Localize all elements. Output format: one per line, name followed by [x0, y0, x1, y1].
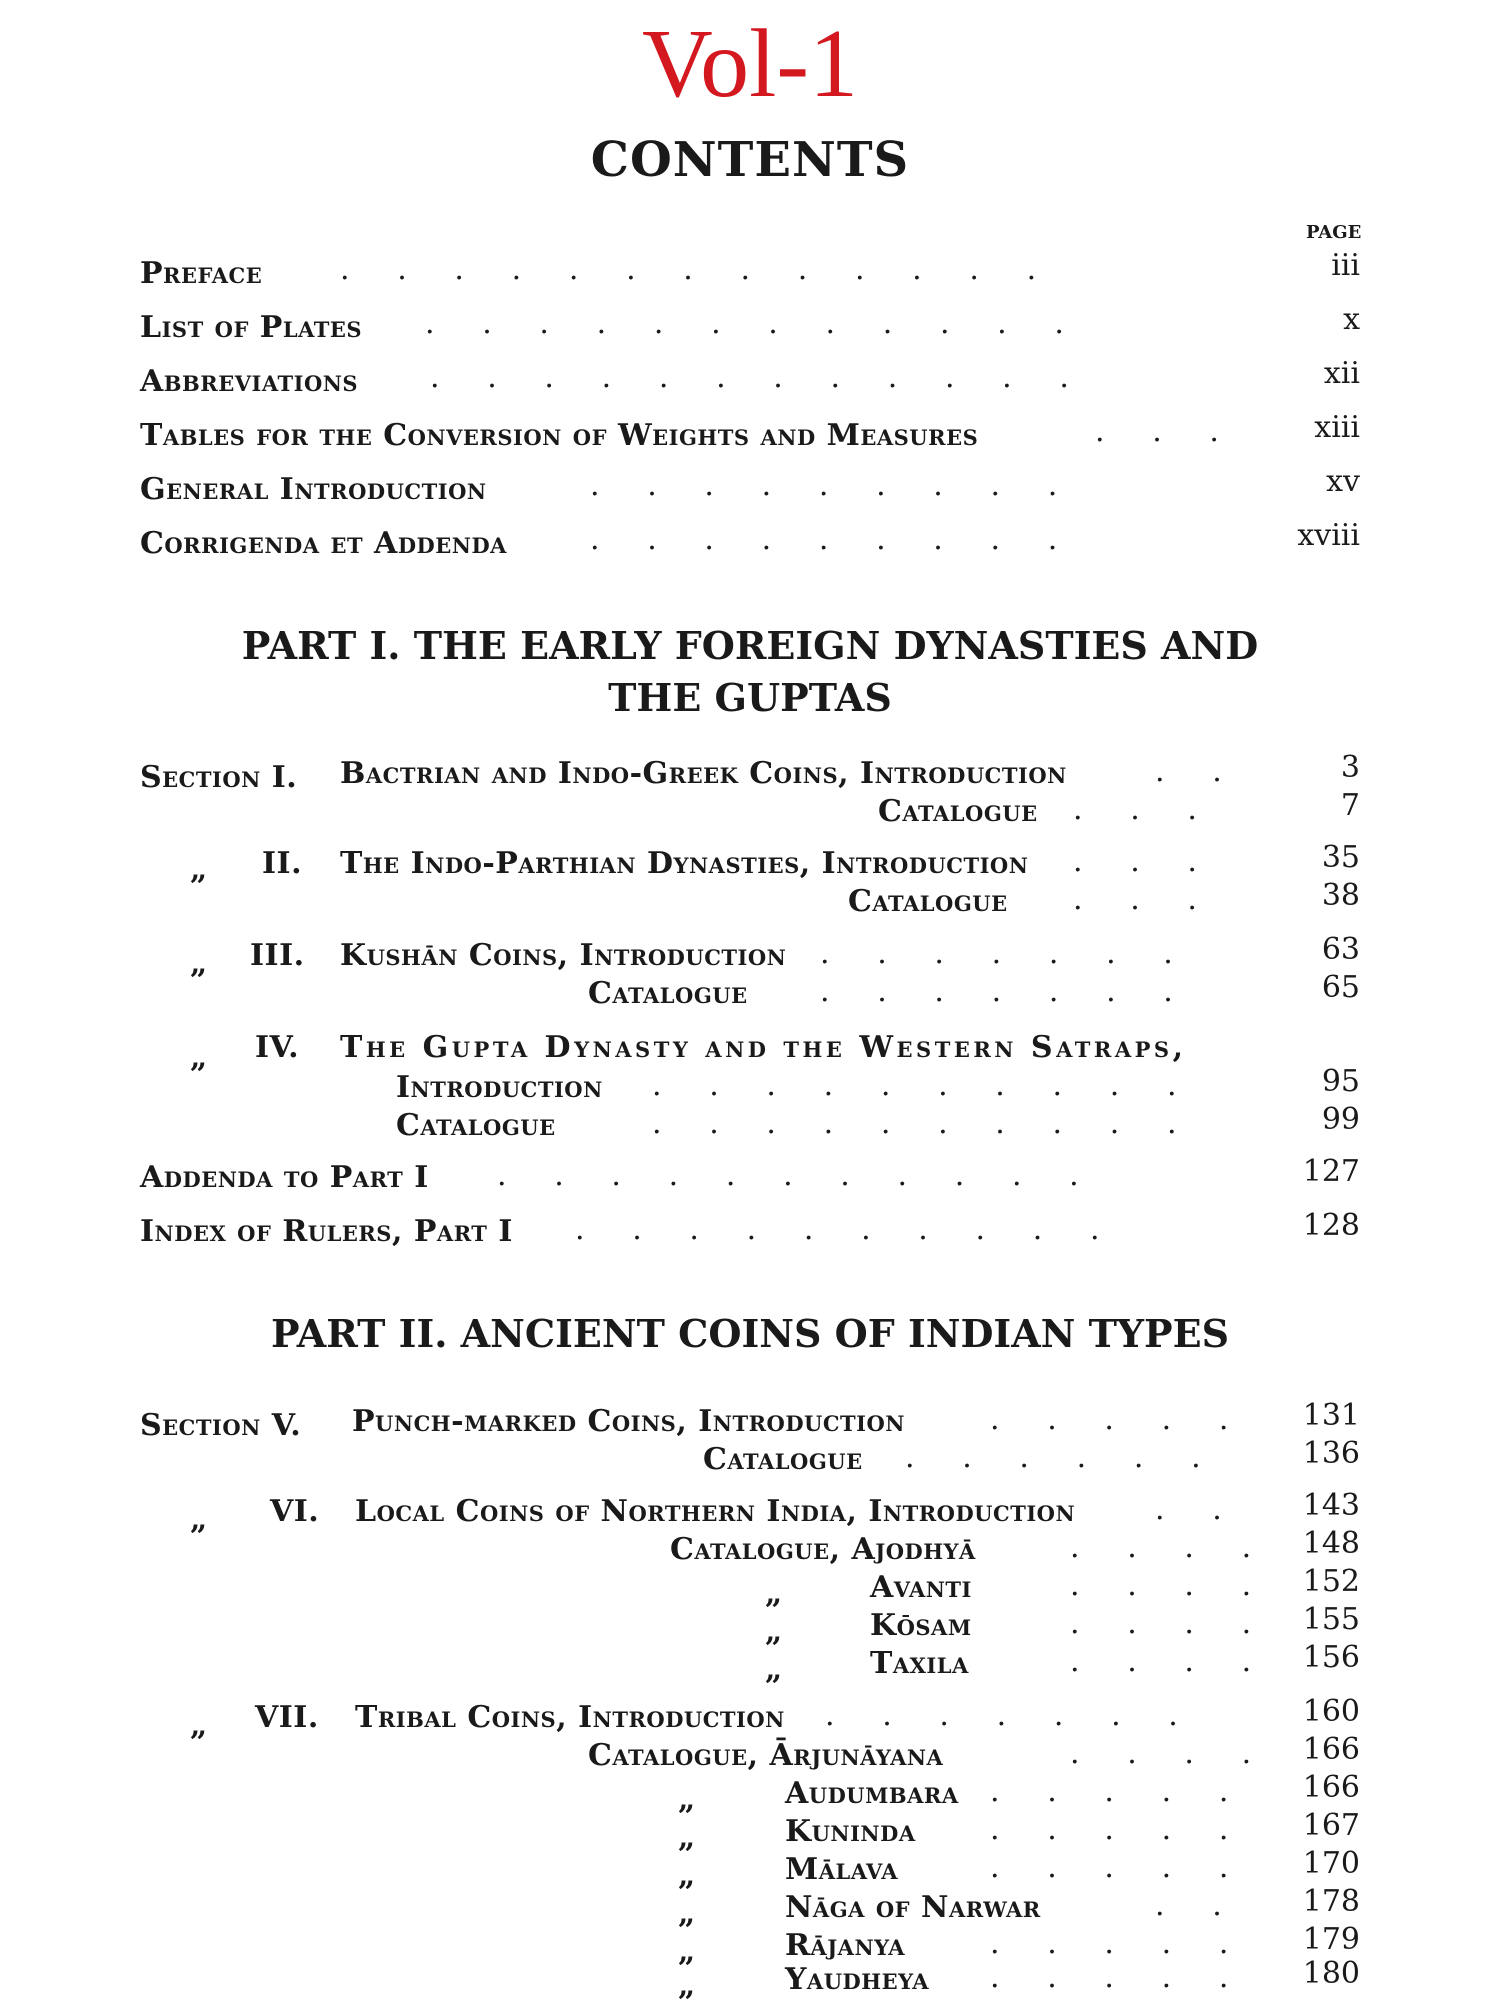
toc-entry-audumbara: Audumbara — [785, 1776, 959, 1811]
dot-leader: . . . . . . . . . . . . — [425, 306, 1064, 341]
toc-entry-section-5: Punch-marked Coins, Introduction — [352, 1404, 905, 1439]
toc-entry-kosam: Kōsam — [870, 1608, 972, 1643]
toc-entry-addenda-part-1: Addenda to Part I — [140, 1160, 429, 1195]
toc-entry-yaudheya: Yaudheya — [785, 1962, 930, 1997]
dot-leader: . . . . — [1070, 1568, 1252, 1603]
page-number: 136 — [1302, 1436, 1360, 1471]
dot-leader: . . . . . . — [905, 1440, 1201, 1475]
toc-entry-section-6: Local Coins of Northern India, Introduction — [355, 1494, 1076, 1529]
ditto-mark: „ — [190, 1502, 208, 1537]
toc-entry-taxila: Taxila — [870, 1646, 969, 1681]
page-number: 127 — [1302, 1154, 1360, 1189]
dot-leader: . . . . . — [990, 1850, 1229, 1885]
toc-entry-kuninda: Kuninda — [785, 1814, 916, 1849]
section-label: Section I. — [140, 760, 298, 795]
toc-entry-section-4: The Gupta Dynasty and the Western Satraps, — [340, 1030, 1187, 1065]
dot-leader: . . . — [1095, 414, 1219, 449]
toc-entry-catalogue: Catalogue — [703, 1442, 863, 1477]
page-number: 3 — [1340, 750, 1360, 785]
page-number: 179 — [1302, 1922, 1360, 1957]
ditto-mark: „ — [678, 1858, 696, 1893]
dot-leader: . . . . . . . . . — [590, 468, 1058, 503]
toc-entry-catalogue-arjunayana: Catalogue, Ārjunāyana — [588, 1738, 944, 1773]
page-number: 178 — [1302, 1884, 1360, 1919]
dot-leader: . . . . . — [990, 1402, 1229, 1437]
ditto-mark: „ — [765, 1614, 783, 1649]
dot-leader: . . . — [1073, 792, 1197, 827]
page-number: 143 — [1302, 1488, 1360, 1523]
dot-leader: . . . . . — [990, 1960, 1229, 1995]
page-number: xv — [1326, 464, 1360, 499]
toc-entry-catalogue: Catalogue — [396, 1108, 556, 1143]
dot-leader: . . . . . . . . . . — [652, 1068, 1177, 1103]
toc-entry-catalogue-ajodhya: Catalogue, Ajodhyā — [670, 1532, 976, 1567]
ditto-mark: „ — [678, 1934, 696, 1969]
dot-leader: . . . . . — [990, 1774, 1229, 1809]
toc-entry-section-7: Tribal Coins, Introduction — [355, 1700, 785, 1735]
toc-entry-abbreviations: Abbreviations — [140, 364, 359, 399]
page-number: 7 — [1340, 788, 1360, 823]
page-column-header: PAGE — [1306, 222, 1362, 243]
section-numeral: VI. — [270, 1494, 320, 1529]
ditto-mark: „ — [678, 1968, 696, 2003]
dot-leader: . . . . . — [990, 1812, 1229, 1847]
page-number: 166 — [1302, 1732, 1360, 1767]
dot-leader: . . — [1155, 754, 1222, 789]
dot-leader: . . . . . . . — [820, 936, 1173, 971]
page-number: 180 — [1302, 1956, 1360, 1991]
dot-leader: . . — [1155, 1888, 1222, 1923]
toc-entry-corrigenda: Corrigenda et Addenda — [140, 526, 507, 561]
part-1-heading-line-2: THE GUPTAS — [608, 675, 892, 720]
section-numeral: III. — [250, 938, 305, 973]
page-title: CONTENTS — [590, 132, 910, 188]
toc-entry-rajanya: Rājanya — [785, 1928, 906, 1963]
page-number: 35 — [1321, 840, 1360, 875]
dot-leader: . . . . . . . . . — [590, 522, 1058, 557]
page-number: 167 — [1302, 1808, 1360, 1843]
page-number: xviii — [1297, 518, 1360, 553]
section-numeral: VII. — [255, 1700, 319, 1735]
dot-leader: . . . . — [1070, 1644, 1252, 1679]
page-number: 38 — [1321, 878, 1360, 913]
volume-label: Vol-1 — [641, 10, 858, 118]
section-label: Section V. — [140, 1408, 302, 1443]
toc-entry-introduction: Introduction — [396, 1070, 603, 1105]
toc-entry-section-1: Bactrian and Indo-Greek Coins, Introduction — [340, 756, 1067, 791]
section-numeral: IV. — [255, 1030, 300, 1065]
toc-entry-section-2: The Indo-Parthian Dynasties, Introduction — [340, 846, 1029, 881]
page-number: 166 — [1302, 1770, 1360, 1805]
dot-leader: . . — [1155, 1492, 1222, 1527]
toc-entry-section-3: Kushān Coins, Introduction — [340, 938, 787, 973]
ditto-mark: „ — [678, 1896, 696, 1931]
dot-leader: . . . . — [1070, 1606, 1252, 1641]
section-numeral: II. — [262, 846, 303, 881]
toc-entry-preface: Preface — [140, 256, 263, 291]
toc-entry-catalogue: Catalogue — [848, 884, 1008, 919]
part-1-heading-line-1: PART I. THE EARLY FOREIGN DYNASTIES AND — [241, 623, 1259, 668]
page-number: 131 — [1302, 1398, 1360, 1433]
dot-leader: . . . . . . . . . . . — [497, 1158, 1079, 1193]
page-number: 95 — [1321, 1064, 1360, 1099]
toc-entry-catalogue: Catalogue — [588, 976, 748, 1011]
dot-leader: . . . . . . . — [820, 974, 1173, 1009]
page-number: 148 — [1302, 1526, 1360, 1561]
ditto-mark: „ — [190, 1708, 208, 1743]
page-number: xiii — [1314, 410, 1360, 445]
page-number: 63 — [1321, 932, 1360, 967]
toc-entry-conversion-tables: Tables for the Conversion of Weights and Measures — [140, 418, 979, 453]
toc-entry-malava: Mālava — [785, 1852, 898, 1887]
page-number: xii — [1323, 356, 1360, 391]
page-number: 128 — [1302, 1208, 1360, 1243]
dot-leader: . . . . . . . . . . — [575, 1212, 1100, 1247]
toc-entry-catalogue: Catalogue — [878, 794, 1038, 829]
page-number: 99 — [1321, 1102, 1360, 1137]
page-number: x — [1343, 302, 1360, 337]
dot-leader: . . . — [1073, 844, 1197, 879]
page-number: 155 — [1302, 1602, 1360, 1637]
dot-leader: . . . . . . . . . . — [652, 1106, 1177, 1141]
dot-leader: . . . . — [1070, 1736, 1252, 1771]
page-number: 160 — [1302, 1694, 1360, 1729]
toc-entry-list-of-plates: List of Plates — [140, 310, 363, 345]
dot-leader: . . . . . . . . . . . . . — [340, 252, 1037, 287]
part-2-heading: PART II. ANCIENT COINS OF INDIAN TYPES — [270, 1311, 1230, 1356]
dot-leader: . . . . . . . . . . . . — [430, 360, 1069, 395]
page-number: 156 — [1302, 1640, 1360, 1675]
ditto-mark: „ — [190, 946, 208, 981]
ditto-mark: „ — [765, 1652, 783, 1687]
page-number: 152 — [1302, 1564, 1360, 1599]
dot-leader: . . . . . — [990, 1926, 1229, 1961]
toc-entry-general-introduction: General Introduction — [140, 472, 487, 507]
ditto-mark: „ — [190, 1040, 208, 1075]
toc-entry-naga-of-narwar: Nāga of Narwar — [785, 1890, 1041, 1925]
page-number: iii — [1331, 248, 1360, 283]
toc-entry-index-of-rulers: Index of Rulers, Part I — [140, 1214, 513, 1249]
ditto-mark: „ — [678, 1782, 696, 1817]
ditto-mark: „ — [190, 852, 208, 887]
page-number: 170 — [1302, 1846, 1360, 1881]
dot-leader: . . . — [1073, 882, 1197, 917]
toc-entry-avanti: Avanti — [870, 1570, 972, 1605]
ditto-mark: „ — [678, 1820, 696, 1855]
dot-leader: . . . . — [1070, 1530, 1252, 1565]
dot-leader: . . . . . . . — [825, 1698, 1178, 1733]
page-number: 65 — [1321, 970, 1360, 1005]
ditto-mark: „ — [765, 1576, 783, 1611]
